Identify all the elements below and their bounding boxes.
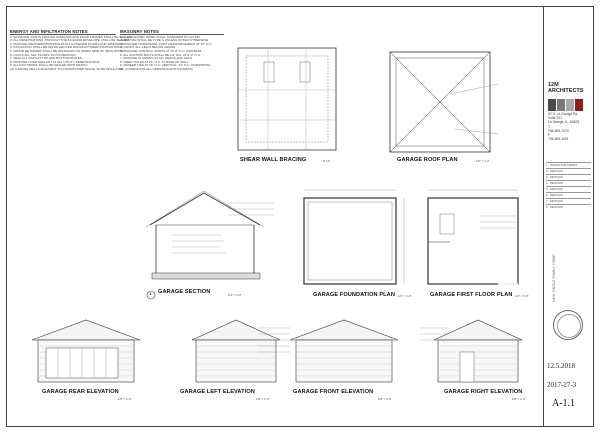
foundation-plan-drawing: [292, 186, 412, 296]
front-elevation-title: GARAGE FRONT ELEVATION: [293, 389, 374, 395]
note-line: 1. ALL MASONRY WORK SHALL CONFORM TO ACI 530: [120, 34, 200, 39]
front-elevation-drawing: [286, 318, 401, 388]
revision-row: 4 · REVISION: [546, 180, 591, 187]
revision-row: 1 · ISSUED FOR PERMIT: [546, 162, 591, 169]
left-elevation-title: GARAGE LEFT ELEVATION: [180, 389, 255, 395]
firm-name-line2: ARCHITECTS: [548, 88, 584, 94]
note-line: 8. WEEP HOLES AT 24" O.C. AT BASE OF WALL: [120, 59, 189, 64]
note-line: 10. COORDINATE ALL OPENINGS WITH FRAMING: [120, 66, 193, 71]
revision-row: 6 · REVISION: [546, 192, 591, 199]
logo-swatch: [575, 99, 583, 111]
revision-row: 7 · REVISION: [546, 198, 591, 205]
section-scale: 1/4" = 1'-0": [228, 293, 242, 297]
first-floor-plan-drawing: [420, 186, 525, 296]
note-line: 6. ALL ANCHOR BOLTS SHALL BE 1/2" DIA. AT 6'-0" O.C.: [120, 52, 201, 57]
section-title: GARAGE SECTION: [158, 289, 211, 295]
address-line: La Grange, IL. 60525: [548, 120, 580, 125]
shear-wall-drawing: [228, 40, 348, 160]
note-line: 7. PROVIDE FLASHING AT ALL HEADS AND SILLS: [120, 56, 193, 61]
revision-row: 2 · REVISION: [546, 168, 591, 175]
note-line: 2. ALL PENETRATIONS THROUGH THE BUILDING ENVELOPE SHALL BE SEALED: [10, 38, 129, 43]
shear-wall-scale: N.T.S.: [323, 159, 331, 163]
revision-row: 8 · REVISION: [546, 204, 591, 211]
note-line: 7. SEAL ALL GAPS AT TOP AND BOTTOM PLATES: [10, 56, 82, 61]
left-elevation-scale: 1/8" = 1'-0": [256, 397, 270, 401]
architect-seal: [553, 310, 583, 340]
firm-logo-swatches: [548, 99, 584, 111]
address-line: Suite 201: [548, 116, 562, 121]
firm-name-line1: 12M: [548, 82, 559, 88]
note-line: 1. EXTERIOR JOINTS AROUND WINDOWS AND DOOR FRAMES SHALL BE SEALED: [10, 34, 132, 39]
rear-elevation-drawing: [28, 318, 143, 388]
issue-date: 12.5.2018: [547, 362, 575, 370]
first-floor-plan-title: GARAGE FIRST FLOOR PLAN: [430, 292, 513, 298]
logo-swatch: [557, 99, 565, 111]
firm-name: [548, 82, 583, 94]
project-number: 2017-27-3: [547, 381, 577, 389]
note-line: 10. GARAGE WALLS ADJACENT TO CONDITIONED SPACE TO BE INSULATED: [10, 66, 124, 71]
revision-row: 3 · REVISION: [546, 174, 591, 181]
note-line: 3. PROVIDE HORIZONTAL JOINT REINFORCEMENT AT 16" O.C.: [120, 41, 213, 46]
left-elevation-drawing: [178, 318, 293, 388]
note-line: 5. VAPOR RETARDER SHALL BE INSTALLED ON WARM SIDE OF INSULATION: [10, 48, 124, 53]
address-line: 708-469-4491: [548, 137, 569, 142]
address-line: 92 S. La Grange Rd.: [548, 112, 579, 116]
energy-notes: [10, 29, 132, 330]
note-line: 4. INSULATION SHALL BE INSTALLED PER MANUFACTURER INSTRUCTIONS: [10, 45, 123, 50]
note-line: 2. MORTAR SHALL BE TYPE S UNLESS NOTED OTHERWISE: [120, 38, 209, 43]
logo-swatch: [548, 99, 556, 111]
revision-row: 5 · REVISION: [546, 186, 591, 193]
energy-notes-heading: ENERGY AND INFILTRATION NOTES: [10, 30, 116, 35]
note-line: 5. PROVIDE CONTROL JOINTS AT 25'-0" O.C. MAXIMUM: [120, 48, 202, 53]
note-line: 4. GROUT ALL CELLS BELOW GRADE: [120, 45, 176, 50]
rear-elevation-title: GARAGE REAR ELEVATION: [42, 389, 119, 395]
note-line: 6. CAULK ALL SILL PLATES TO FOUNDATION: [10, 52, 76, 57]
section-number: 1: [149, 291, 152, 296]
first-floor-plan-scale: 1/4" = 1'-0": [515, 294, 529, 298]
note-line: 9. ALL DUCTWORK SHALL BE SEALED WITH MASTIC: [10, 63, 88, 68]
front-elevation-scale: 1/8" = 1'-0": [378, 397, 392, 401]
logo-swatch: [566, 99, 574, 111]
roof-plan-title: GARAGE ROOF PLAN: [397, 157, 458, 163]
masonry-notes-list: [120, 36, 224, 72]
shear-wall-title: SHEAR WALL BRACING: [240, 157, 307, 163]
address-line: 708-469-7474: [548, 128, 569, 133]
note-line: 8. PROVIDE FOAM SEALANT AT ALL UTILITY PENETRATIONS: [10, 59, 100, 64]
project-name-vertical: NEW SINGLE FAMILY HOME: [552, 254, 556, 302]
note-line: 9. VENEER TIES AT 16" O.C. VERTICAL, 24" O.C. HORIZONTAL: [120, 63, 211, 68]
masonry-notes-heading: MASONRY NOTES: [120, 30, 224, 35]
rear-elevation-scale: 1/8" = 1'-0": [118, 397, 132, 401]
firm-address: [548, 112, 579, 141]
address-line: F.: [548, 133, 551, 138]
right-elevation-drawing: [420, 318, 535, 388]
section-drawing: [142, 185, 277, 295]
address-line: T.: [548, 124, 551, 129]
note-line: 3. PROVIDE WEATHERSTRIPPING AT ALL EXTERIOR DOORS AND WINDOWS: [10, 41, 124, 46]
roof-plan-scale: 1/8" = 1'-0": [476, 159, 490, 163]
right-elevation-scale: 1/8" = 1'-0": [512, 397, 526, 401]
right-elevation-title: GARAGE RIGHT ELEVATION: [444, 389, 523, 395]
roof-plan-drawing: [380, 44, 500, 159]
energy-notes-list: [10, 34, 132, 72]
sheet-number: A-1.1: [552, 398, 576, 409]
foundation-plan-title: GARAGE FOUNDATION PLAN: [313, 292, 395, 298]
foundation-plan-scale: 1/4" = 1'-0": [398, 294, 412, 298]
